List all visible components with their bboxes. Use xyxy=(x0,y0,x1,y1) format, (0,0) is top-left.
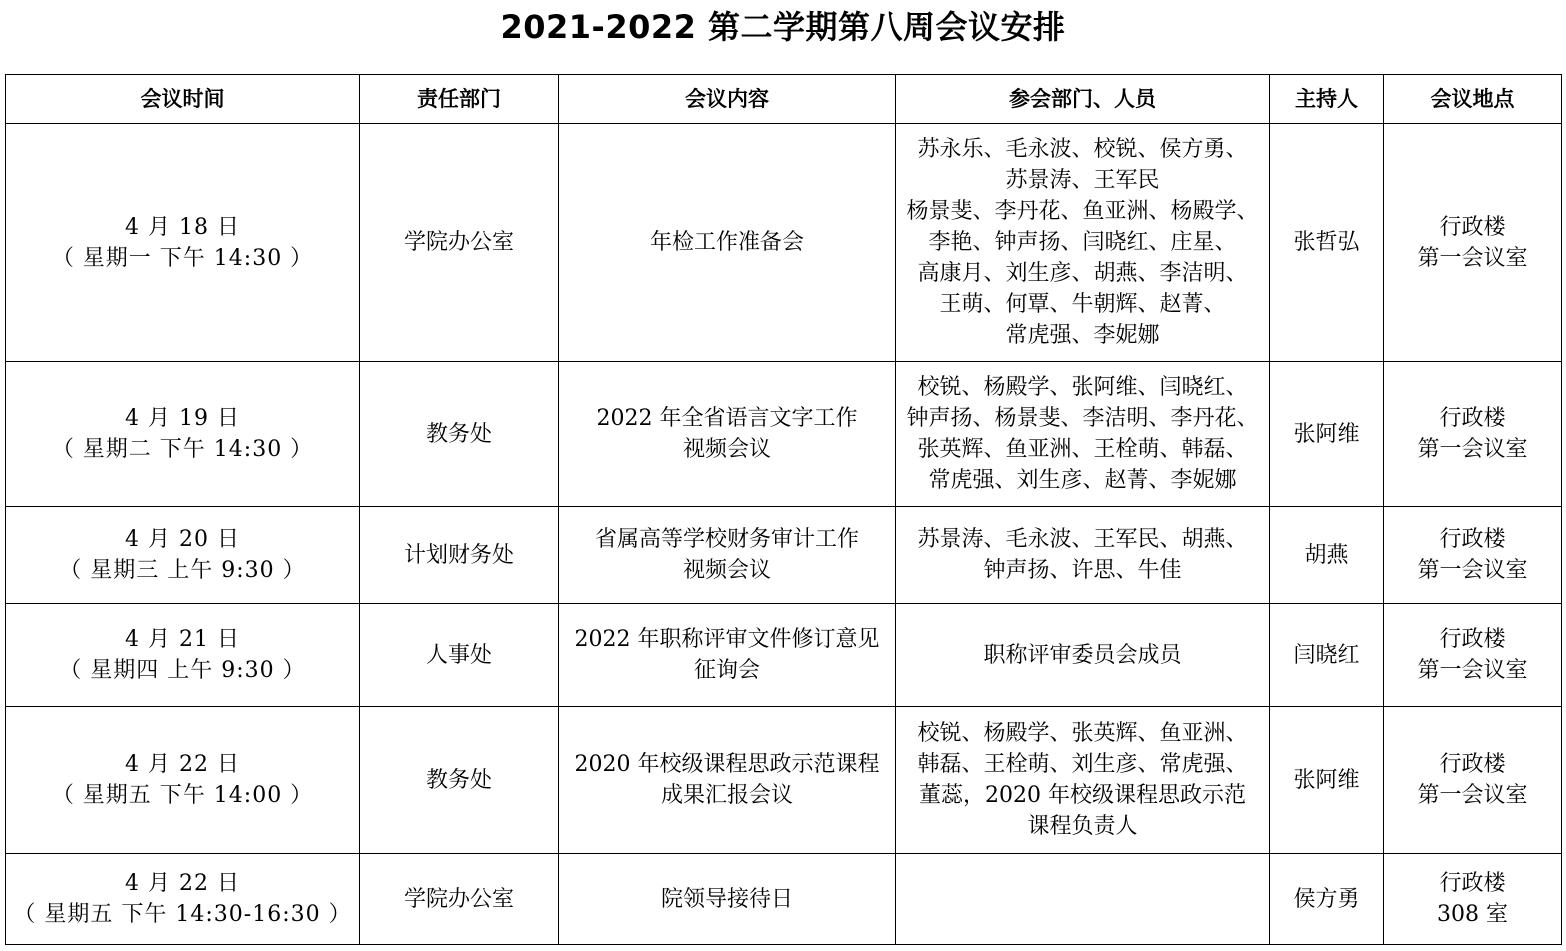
attendees-line: 韩磊、王栓萌、刘生彦、常虎强、 xyxy=(917,752,1248,777)
meeting-content-line: 征询会 xyxy=(693,658,760,683)
meeting-content-line: 年检工作准备会 xyxy=(649,230,804,255)
meeting-weekday-time: （ 星期一 下午 14:30 ） xyxy=(51,245,314,271)
department-name: 计划财务处 xyxy=(403,542,514,568)
table-row xyxy=(6,507,1562,604)
meeting-date: 4 月 22 日 xyxy=(125,752,240,777)
meeting-weekday-time: （ 星期五 下午 14:00 ） xyxy=(51,783,314,808)
meeting-content-line: 2020 年校级课程思政示范课程 xyxy=(574,752,880,777)
header-meeting-time: 会议时间 xyxy=(6,75,360,124)
location-line: 308 室 xyxy=(1437,902,1508,927)
attendees-line: 校锐、杨殿学、张阿维、闫晓红、 xyxy=(917,375,1248,400)
table-row xyxy=(6,124,1562,362)
location-cell xyxy=(1384,604,1562,707)
location-line: 行政楼 xyxy=(1439,752,1506,777)
location-line: 行政楼 xyxy=(1439,214,1506,240)
table-row xyxy=(6,707,1562,854)
meeting-date: 4 月 19 日 xyxy=(125,406,240,431)
attendees-line: 杨景斐、李丹花、鱼亚洲、杨殿学、 xyxy=(906,199,1259,224)
department-name: 教务处 xyxy=(425,421,492,447)
attendees-cell xyxy=(896,707,1270,854)
table-row xyxy=(6,854,1562,945)
meeting-weekday-time: （ 星期四 上午 9:30 ） xyxy=(59,658,306,683)
location-cell xyxy=(1384,854,1562,945)
location-line: 第一会议室 xyxy=(1417,437,1528,462)
attendees-line: 课程负责人 xyxy=(1027,814,1138,839)
meeting-time-cell xyxy=(6,707,360,854)
attendees-line: 苏永乐、毛永波、校锐、侯方勇、 xyxy=(917,137,1248,162)
attendees-line: 王萌、何覃、牛朝辉、赵菁、 xyxy=(939,292,1226,317)
content-cell xyxy=(559,124,896,362)
attendees-line: 李艳、钟声扬、闫晓红、庄星、 xyxy=(928,230,1237,255)
location-cell xyxy=(1384,362,1562,507)
attendees-cell xyxy=(896,507,1270,604)
header-location: 会议地点 xyxy=(1384,75,1562,124)
location-line: 行政楼 xyxy=(1439,627,1506,652)
host-name: 侯方勇 xyxy=(1293,886,1360,912)
meeting-time-cell xyxy=(6,604,360,707)
content-cell xyxy=(559,707,896,854)
meeting-schedule-table xyxy=(5,74,1562,945)
host-name: 闫晓红 xyxy=(1293,642,1360,668)
host-cell xyxy=(1270,507,1384,604)
attendees-line: 高康月、刘生彦、胡燕、李洁明、 xyxy=(917,261,1248,286)
attendees-line: 常虎强、刘生彦、赵菁、李妮娜 xyxy=(928,468,1237,493)
attendees-line: 钟声扬、杨景斐、李洁明、李丹花、 xyxy=(906,406,1259,431)
meeting-date: 4 月 22 日 xyxy=(125,871,240,896)
department-cell xyxy=(360,507,559,604)
department-name: 人事处 xyxy=(425,642,492,668)
department-cell xyxy=(360,854,559,945)
host-name: 张阿维 xyxy=(1293,421,1360,447)
location-line: 行政楼 xyxy=(1439,527,1506,552)
meeting-content-line: 视频会议 xyxy=(682,437,771,462)
department-cell xyxy=(360,362,559,507)
location-cell xyxy=(1384,124,1562,362)
attendees-line: 校锐、杨殿学、张英辉、鱼亚洲、 xyxy=(917,721,1248,746)
meeting-weekday-time: （ 星期二 下午 14:30 ） xyxy=(51,437,314,462)
attendees-cell xyxy=(896,124,1270,362)
meeting-content-line: 省属高等学校财务审计工作 xyxy=(594,527,859,552)
header-attendees: 参会部门、人员 xyxy=(896,75,1270,124)
attendees-line: 苏景涛、毛永波、王军民、胡燕、 xyxy=(917,527,1248,552)
meeting-weekday-time: （ 星期三 上午 9:30 ） xyxy=(59,558,306,583)
attendees-line: 张英辉、鱼亚洲、王栓萌、韩磊、 xyxy=(917,437,1248,462)
host-name: 张阿维 xyxy=(1293,767,1360,793)
department-name: 学院办公室 xyxy=(403,886,514,912)
attendees-line: 常虎强、李妮娜 xyxy=(1005,323,1160,348)
host-name: 胡燕 xyxy=(1304,542,1349,568)
meeting-time-cell xyxy=(6,507,360,604)
attendees-line: 职称评审委员会成员 xyxy=(983,642,1182,668)
attendees-line: 钟声扬、许思、牛佳 xyxy=(983,558,1182,583)
attendees-line: 苏景涛、王军民 xyxy=(1005,168,1160,193)
content-cell xyxy=(559,507,896,604)
meeting-content-line: 视频会议 xyxy=(682,558,771,583)
host-cell xyxy=(1270,124,1384,362)
content-cell xyxy=(559,604,896,707)
meeting-content-line: 成果汇报会议 xyxy=(660,783,793,808)
host-name: 张哲弘 xyxy=(1293,230,1360,255)
page-title: 2021-2022 第二学期第八周会议安排 xyxy=(500,8,1066,46)
location-line: 第一会议室 xyxy=(1417,558,1528,583)
department-cell xyxy=(360,707,559,854)
host-cell xyxy=(1270,854,1384,945)
attendees-line: 董蕊，2020 年校级课程思政示范 xyxy=(919,783,1246,808)
meeting-date: 4 月 18 日 xyxy=(125,214,240,240)
location-line: 第一会议室 xyxy=(1417,783,1528,808)
location-line: 第一会议室 xyxy=(1417,245,1528,271)
meeting-date: 4 月 21 日 xyxy=(125,627,240,652)
location-cell xyxy=(1384,507,1562,604)
department-name: 学院办公室 xyxy=(403,230,514,255)
attendees-cell xyxy=(896,854,1270,945)
attendees-cell xyxy=(896,604,1270,707)
table-header-row xyxy=(6,75,1562,124)
meeting-time-cell xyxy=(6,854,360,945)
table-row xyxy=(6,604,1562,707)
meeting-date: 4 月 20 日 xyxy=(125,527,240,552)
meeting-content-line: 院领导接待日 xyxy=(660,886,793,912)
table-row xyxy=(6,362,1562,507)
host-cell xyxy=(1270,707,1384,854)
location-cell xyxy=(1384,707,1562,854)
header-department: 责任部门 xyxy=(360,75,559,124)
content-cell xyxy=(559,362,896,507)
attendees-cell xyxy=(896,362,1270,507)
meeting-time-cell xyxy=(6,124,360,362)
host-cell xyxy=(1270,604,1384,707)
content-cell xyxy=(559,854,896,945)
meeting-content-line: 2022 年职称评审文件修订意见 xyxy=(574,627,880,652)
host-cell xyxy=(1270,362,1384,507)
location-line: 行政楼 xyxy=(1439,871,1506,896)
location-line: 行政楼 xyxy=(1439,406,1506,431)
department-cell xyxy=(360,604,559,707)
department-name: 教务处 xyxy=(425,767,492,793)
meeting-time-cell xyxy=(6,362,360,507)
department-cell xyxy=(360,124,559,362)
meeting-content-line: 2022 年全省语言文字工作 xyxy=(596,406,858,431)
header-content: 会议内容 xyxy=(559,75,896,124)
meeting-weekday-time: （ 星期五 下午 14:30-16:30 ） xyxy=(13,902,352,927)
header-host: 主持人 xyxy=(1270,75,1384,124)
location-line: 第一会议室 xyxy=(1417,658,1528,683)
